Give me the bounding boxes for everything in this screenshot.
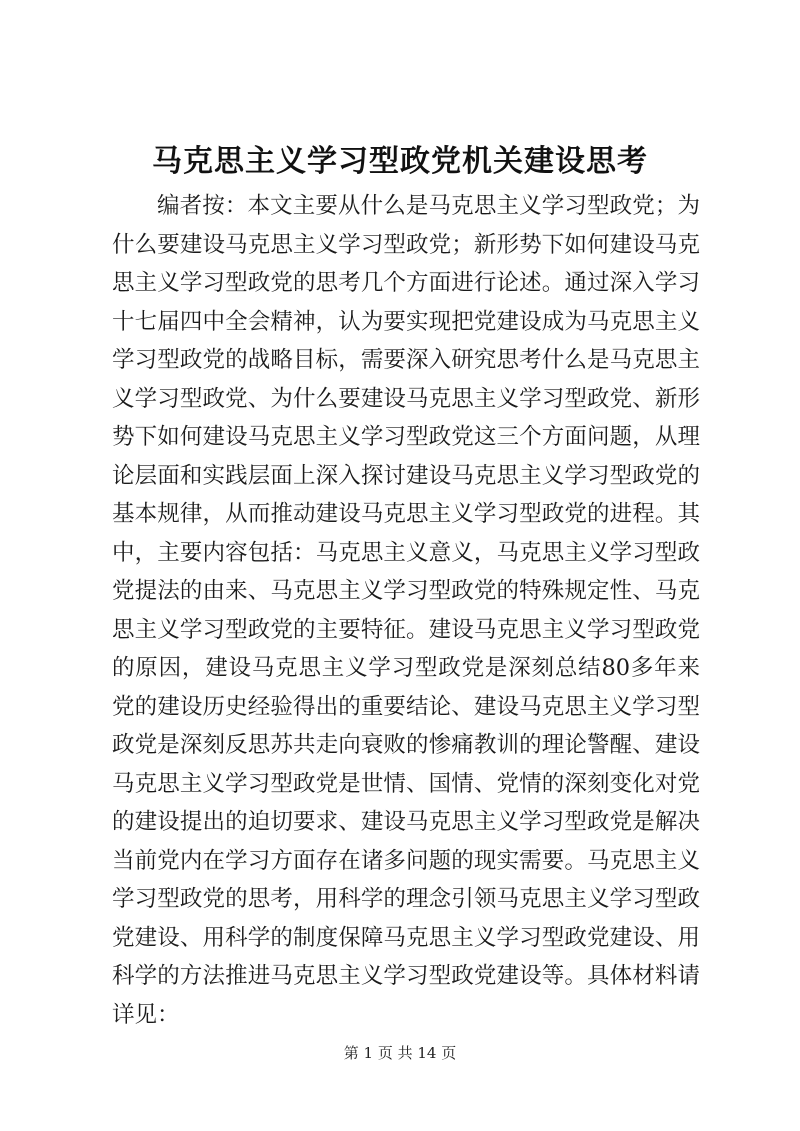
page-number-footer: 第 1 页 共 14 页 [343, 1044, 457, 1062]
document-title: 马克思主义学习型政党机关建设思考 [152, 144, 648, 179]
document-body-paragraph: 编者按：本文主要从什么是马克思主义学习型政党；为什么要建设马克思主义学习型政党；新形势下如何建设马克思主义学习型政党的思考几个方面进行论述。通过深入学习十七届四中全会精神，认为要实现把党建设成为马克思主义学习型政党的战略目标，需要深入研究思考什么是马克思主义学习型政党、为什么要建设马克思主义学习型政党、新形势下如何建设马克思主义学习型政党这三个方面问题，从理论层面和实践层面上深入探讨建设马克思主义学习型政党的基本规律，从而推动建设马克思主义学习型政党的进程。其中，主要内容包括：马克思主义意义，马克思主义学习型政党提法的由来、马克思主义学习型政党的特殊规定性、马克思主义学习型政党的主要特征。建设马克思主义学习型政党的原因，建设马克思主义学习型政党是深刻总结80多年来党的建设历史经验得出的重要结论、建设马克思主义学习型政党是深刻反思苏共走向衰败的惨痛教训的理论警醒、建设马克思主义学习型政党是世情、国情、党情的深刻变化对党的建设提出的迫切要求、建设马克思主义学习型政党是解决当前党内在学习方面存在诸多问题的现实需要。马克思主义学习型政党的思考，用科学的理念引领马克思主义学习型政党建设、用科学的制度保障马克思主义学习型政党建设、用科学的方法推进马克思主义学习型政党建设等。具体材料请详见： [112, 193, 700, 1028]
